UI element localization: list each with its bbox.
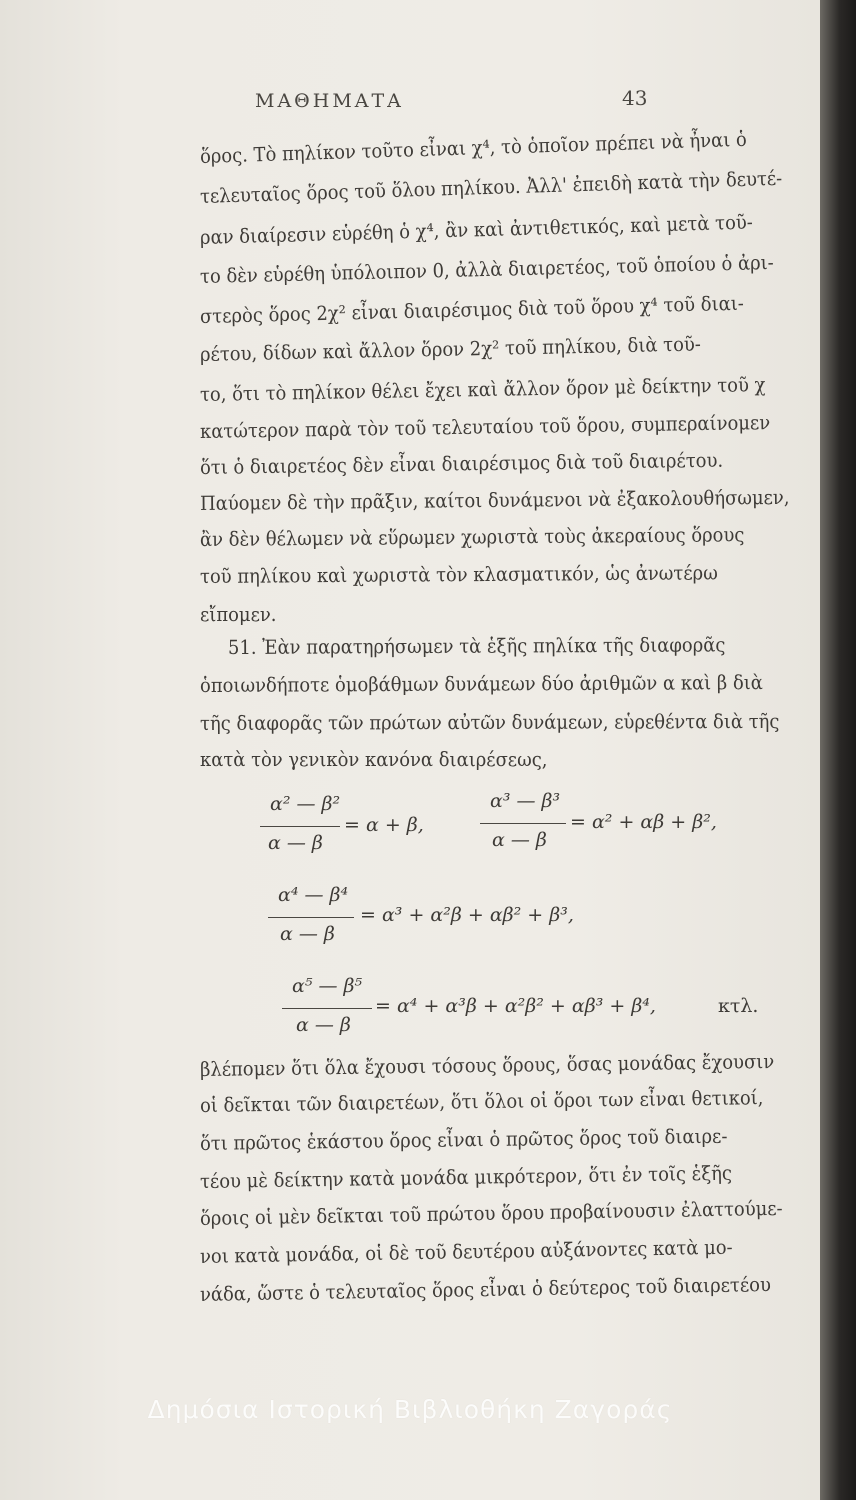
text-line: νοι κατὰ μονάδα, οἱ δὲ τοῦ δευτέρου αὐξάνοντες κατὰ μο- [199,1235,733,1268]
text-line: 51. Ἐὰν παρατηρήσωμεν τὰ ἑξῆς πηλίκα τῆς διαφορᾶς [227,633,726,659]
text-line: το δὲν εὑρέθη ὑπόλοιπον 0, ἀλλὰ διαιρετέος, τοῦ ὁποίου ὁ ἀρι- [199,250,774,288]
text-line: ὅτι πρῶτος ἑκάστου ὅρος εἶναι ὁ πρῶτος ὅρος τοῦ διαιρε- [199,1124,728,1155]
formula-rhs: = α² + αβ + β², [570,811,717,833]
fraction-numerator: α³ — β³ [490,790,561,812]
scan-edge-shadow [820,0,856,1500]
text-line: ὅρος. Τὸ πηλίκον τοῦτο εἶναι χ⁴, τὸ ὁποῖον πρέπει νὰ ἦναι ὁ [199,127,748,168]
fraction-bar [282,1008,372,1009]
text-line: κατώτερον παρὰ τὸν τοῦ τελευταίου τοῦ ὅρου, συμπεραίνομεν [199,411,771,443]
text-line: τῆς διαφορᾶς τῶν πρώτων αὐτῶν δυνάμεων, εὑρεθέντα διὰ τῆς [199,709,780,735]
page-header [0,86,820,126]
text-line: ὁποιωνδήποτε ὁμοβάθμων δυνάμεων δύο ἀριθμῶν α καὶ β διὰ [199,671,763,697]
text-line: ρέτου, δίδων καὶ ἄλλον ὅρον 2χ² τοῦ πηλίκου, διὰ τοῦ- [199,332,702,366]
text-line: στερὸς ὅρος 2χ² εἶναι διαιρέσιμος διὰ τοῦ ὅρου χ⁴ τοῦ διαι- [199,291,745,328]
formula-etc: κτλ. [718,995,759,1017]
fraction-denominator: α — β [268,832,323,854]
text-line: ραν διαίρεσιν εὑρέθη ὁ χ⁴, ἂν καὶ ἀντιθετικός, καὶ μετὰ τοῦ- [199,210,754,249]
text-line: εἴπομεν. [200,603,277,626]
fraction-denominator: α — β [492,829,547,851]
fraction-denominator: α — β [280,923,335,945]
fraction-numerator: α⁴ — β⁴ [278,884,349,906]
page-number: 43 [622,86,648,110]
running-head: ΜΑΘΗΜΑΤΑ [255,90,404,112]
text-line: τελευταῖος ὅρος τοῦ ὅλου πηλίκου. Ἀλλ' ἐπειδὴ κατὰ τὴν δευτέ- [199,166,783,208]
library-watermark: Δημόσια Ιστορική Βιβλιοθήκη Ζαγοράς [147,1395,673,1424]
formula-rhs: = α³ + α²β + αβ² + β³, [360,904,574,926]
fraction-denominator: α — β [296,1014,351,1036]
fraction-numerator: α⁵ — β⁵ [292,975,363,997]
text-line: ἂν δὲν θέλωμεν νὰ εὕρωμεν χωριστὰ τοὺς ἀκεραίους ὅρους [199,523,745,551]
fraction-numerator: α² — β² [270,793,341,815]
text-line: τοῦ πηλίκου καὶ χωριστὰ τὸν κλασματικόν, ὡς ἀνωτέρω [199,561,718,588]
text-line: το, ὅτι τὸ πηλίκον θέλει ἔχει καὶ ἄλλον ὅρον μὲ δείκτην τοῦ χ [199,373,766,406]
formula-rhs: = α⁴ + α³β + α²β² + αβ³ + β⁴, [375,995,656,1017]
text-line: νάδα, ὥστε ὁ τελευταῖος ὅρος εἶναι ὁ δεύτερος τοῦ διαιρετέου [199,1273,772,1306]
text-line: ὅροις οἱ μὲν δεῖκται τοῦ πρώτου ὅρου προβαίνουσιν ἐλαττούμε- [199,1196,783,1230]
text-line: κατὰ τὸν γενικὸν κανόνα διαιρέσεως, [200,748,548,771]
formula-rhs: = α + β, [344,814,424,836]
text-line: ὅτι ὁ διαιρετέος δὲν εἶναι διαιρέσιμος διὰ τοῦ διαιρέτου. [199,448,724,479]
fraction-bar [260,826,340,827]
fraction-bar [268,917,354,918]
text-line: βλέπομεν ὅτι ὅλα ἔχουσι τόσους ὅρους, ὅσας μονάδας ἔχουσιν [199,1049,775,1081]
text-line: τέου μὲ δείκτην κατὰ μονάδα μικρότερον, ὅτι ἐν τοῖς ἑξῆς [199,1161,733,1193]
text-line: οἱ δεῖκται τῶν διαιρετέων, ὅτι ὅλοι οἱ ὅροι των εἶναι θετικοί, [199,1086,764,1117]
text-line: Παύομεν δὲ τὴν πρᾶξιν, καίτοι δυνάμενοι νὰ ἐξακολουθήσωμεν, [199,485,790,515]
fraction-bar [480,823,566,824]
